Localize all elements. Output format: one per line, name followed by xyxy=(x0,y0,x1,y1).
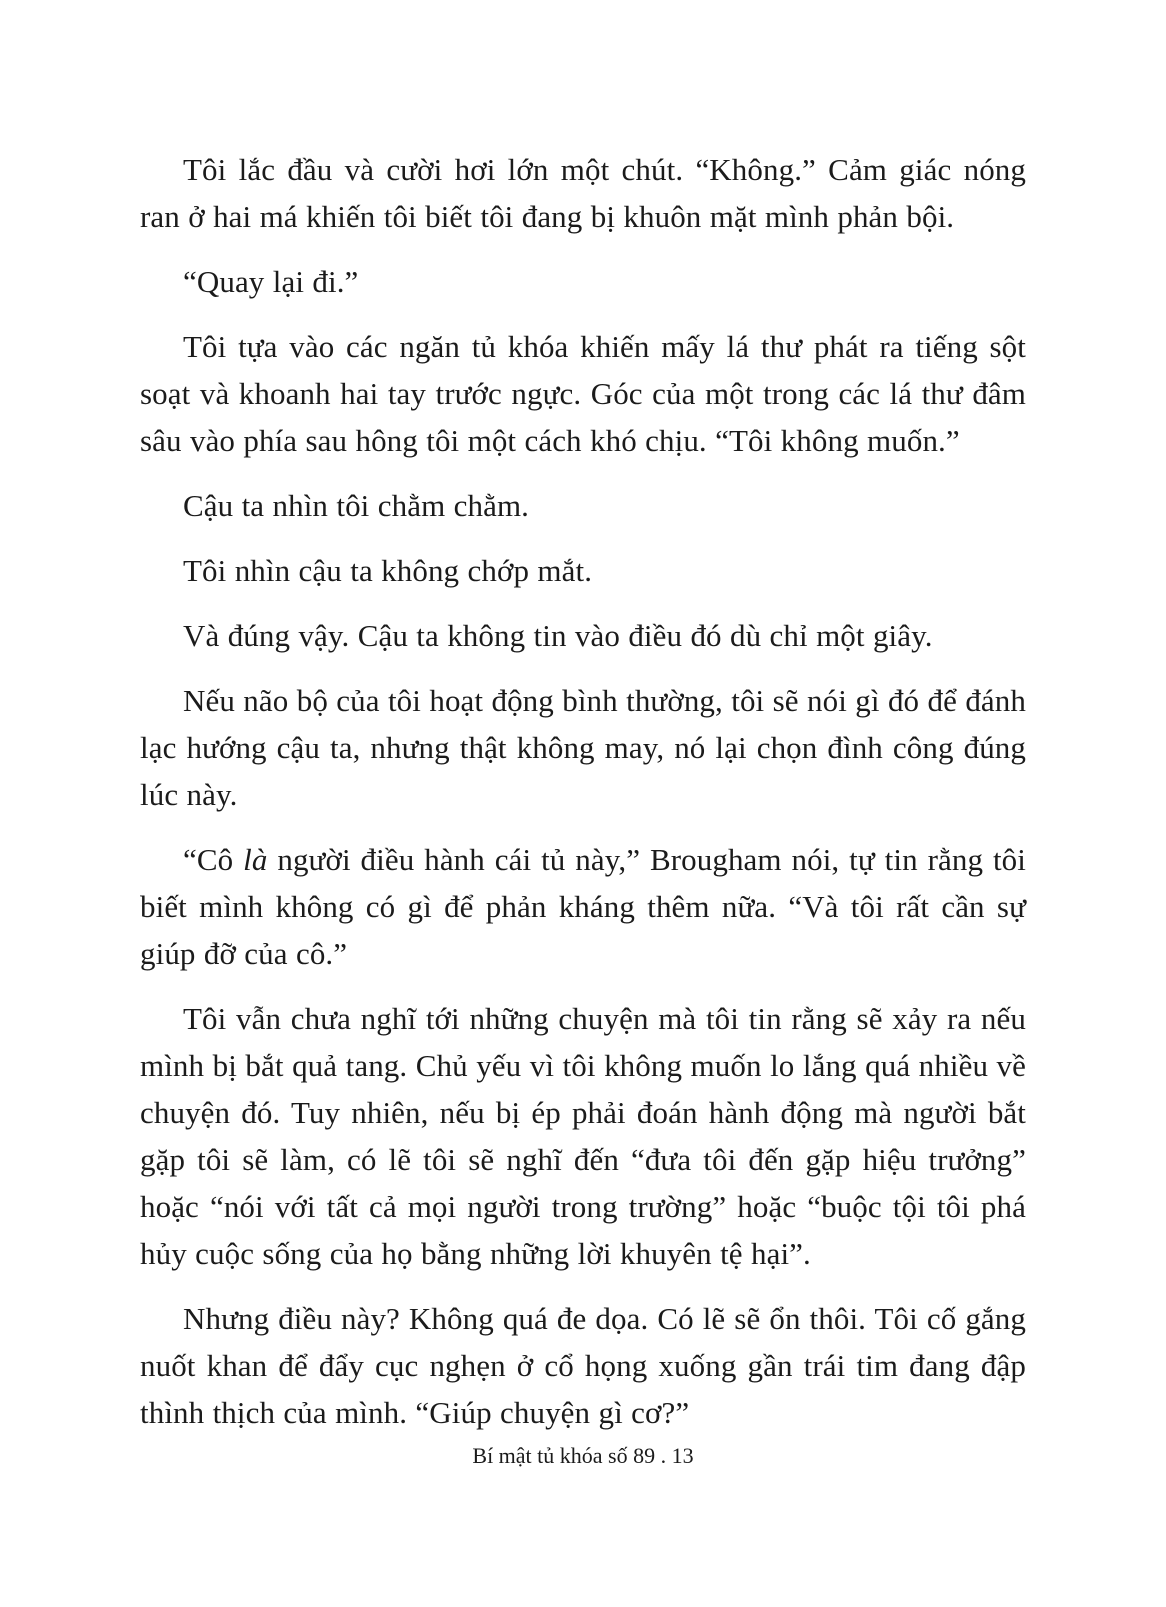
paragraph xyxy=(140,482,1026,529)
footer-book-title-and-page-number: Bí mật tủ khóa số 89 . 13 xyxy=(472,1443,694,1468)
page-body xyxy=(140,146,1026,1454)
paragraph xyxy=(140,1295,1026,1436)
text-run: người điều hành cái tủ này,” Brougham nói, tự tin rằng tôi biết mình không có gì để phản kháng thêm nữa. “Và tôi rất cần sự giúp đỡ của cô.” xyxy=(140,842,1026,971)
text-run: “Quay lại đi.” xyxy=(183,264,359,299)
paragraph xyxy=(140,612,1026,659)
text-run: Nhưng điều này? Không quá đe dọa. Có lẽ sẽ ổn thôi. Tôi cố gắng nuốt khan để đẩy cục nghẹn ở cổ họng xuống gần trái tim đang đập thình thịch của mình. “Giúp chuyện gì cơ?” xyxy=(140,1301,1026,1430)
italic-text-run: là xyxy=(243,842,268,877)
paragraph xyxy=(140,547,1026,594)
paragraph xyxy=(140,677,1026,818)
paragraph xyxy=(140,836,1026,977)
text-run: Tôi lắc đầu và cười hơi lớn một chút. “Không.” Cảm giác nóng ran ở hai má khiến tôi biết tôi đang bị khuôn mặt mình phản bội. xyxy=(140,152,1026,234)
paragraph xyxy=(140,995,1026,1277)
text-run: Tôi nhìn cậu ta không chớp mắt. xyxy=(183,553,593,588)
paragraph xyxy=(140,323,1026,464)
page-footer xyxy=(0,1440,1166,1472)
text-run: Tôi tựa vào các ngăn tủ khóa khiến mấy lá thư phát ra tiếng sột soạt và khoanh hai tay trước ngực. Góc của một trong các lá thư đâm sâu vào phía sau hông tôi một cách khó chịu. “Tôi không muốn.” xyxy=(140,329,1026,458)
paragraph xyxy=(140,258,1026,305)
paragraph xyxy=(140,146,1026,240)
text-run: Và đúng vậy. Cậu ta không tin vào điều đó dù chỉ một giây. xyxy=(183,618,933,653)
text-run: Tôi vẫn chưa nghĩ tới những chuyện mà tôi tin rằng sẽ xảy ra nếu mình bị bắt quả tang. Chủ yếu vì tôi không muốn lo lắng quá nhiều về chuyện đó. Tuy nhiên, nếu bị ép phải đoán hành động mà người bắt gặp tôi sẽ làm, có lẽ tôi sẽ nghĩ đến “đưa tôi đến gặp hiệu trưởng” hoặc “nói với tất cả mọi người trong trường” hoặc “buộc tội tôi phá hủy cuộc sống của họ bằng những lời khuyên tệ hại”. xyxy=(140,1001,1026,1271)
text-run: “Cô xyxy=(183,842,244,877)
text-run: Nếu não bộ của tôi hoạt động bình thường, tôi sẽ nói gì đó để đánh lạc hướng cậu ta, nhưng thật không may, nó lại chọn đình công đúng lúc này. xyxy=(140,683,1026,812)
text-run: Cậu ta nhìn tôi chằm chằm. xyxy=(183,488,530,523)
